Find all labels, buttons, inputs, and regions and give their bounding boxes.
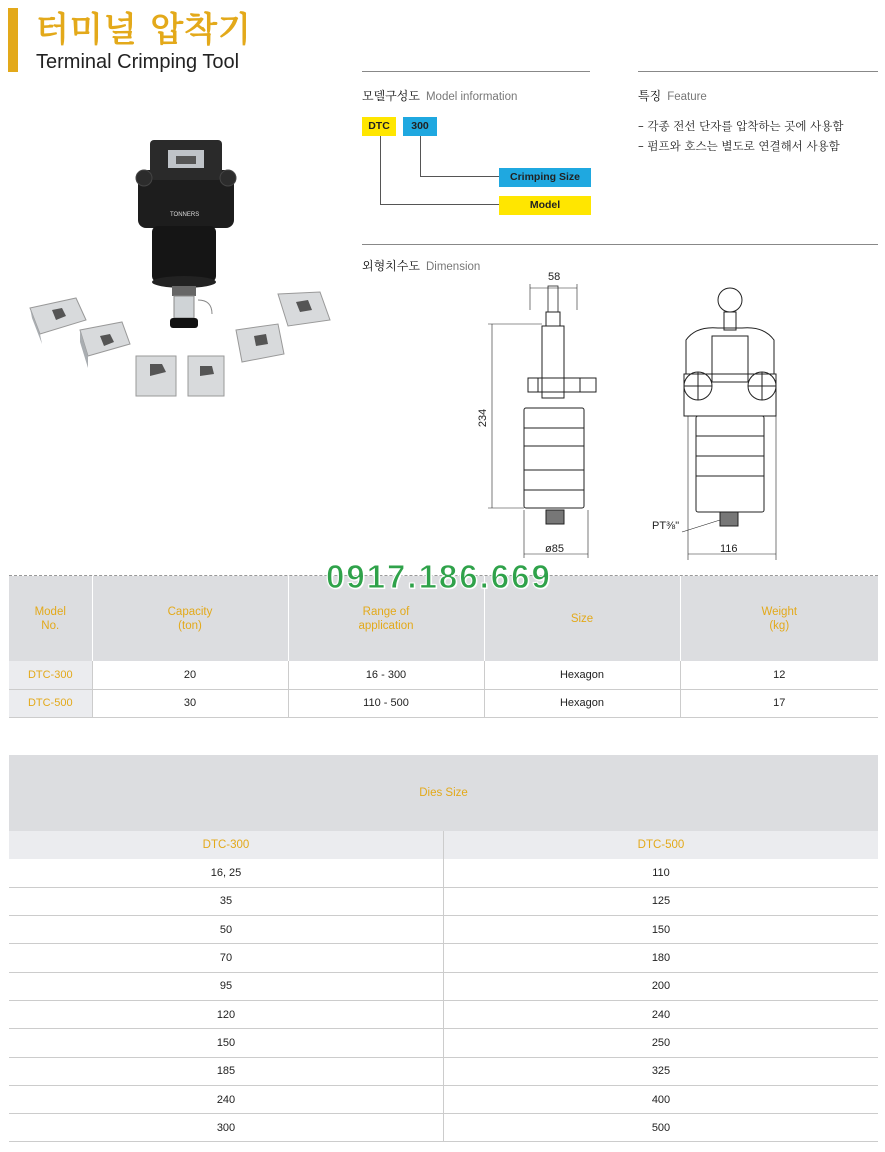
dies-cell: 500 bbox=[444, 1114, 879, 1142]
spec-cell-model: DTC-500 bbox=[9, 689, 92, 717]
die-block-4 bbox=[188, 356, 224, 396]
dies-cell: 150 bbox=[444, 916, 879, 944]
dies-header-dtc300: DTC-300 bbox=[9, 831, 444, 859]
model-code-chip: DTC bbox=[362, 117, 396, 136]
die-block-3 bbox=[136, 356, 176, 396]
table-row bbox=[9, 944, 878, 972]
spec-cell-range: 16 - 300 bbox=[288, 661, 484, 689]
dies-cell: 240 bbox=[444, 1000, 879, 1028]
table-row bbox=[9, 661, 878, 689]
dimension-drawing bbox=[470, 270, 800, 570]
dies-cell: 125 bbox=[444, 887, 879, 915]
model-info-heading-en: Model information bbox=[425, 91, 518, 103]
dies-cell: 400 bbox=[444, 1085, 879, 1113]
spec-cell-capacity: 20 bbox=[92, 661, 288, 689]
dies-cell: 120 bbox=[9, 1000, 444, 1028]
feature-list bbox=[638, 116, 843, 156]
dimension-heading-en: Dimension bbox=[425, 261, 481, 273]
feature-item: – 펌프와 호스는 별도로 연결해서 사용함 bbox=[638, 139, 840, 153]
feature-heading bbox=[638, 87, 707, 104]
table-row bbox=[9, 859, 878, 887]
dim-side-width: 116 bbox=[720, 543, 738, 555]
dies-size-table bbox=[9, 755, 878, 1142]
model-connector-line bbox=[380, 136, 499, 205]
dim-height: 234 bbox=[477, 408, 490, 428]
table-row bbox=[9, 1029, 878, 1057]
dies-cell: 70 bbox=[9, 944, 444, 972]
dies-header-row bbox=[9, 831, 878, 859]
side-view bbox=[682, 288, 776, 560]
tool-body bbox=[152, 226, 216, 282]
front-view bbox=[488, 284, 596, 558]
dies-cell: 300 bbox=[9, 1114, 444, 1142]
table-row bbox=[9, 689, 878, 717]
table-row bbox=[9, 1114, 878, 1142]
phone-watermark: 0917.186.669 bbox=[326, 558, 552, 595]
table-row bbox=[9, 887, 878, 915]
model-label: Model bbox=[499, 196, 591, 215]
feature-item: – 각종 전선 단자를 압착하는 곳에 사용함 bbox=[638, 119, 844, 133]
spec-header bbox=[9, 576, 92, 661]
spec-cell-size: Hexagon bbox=[484, 661, 680, 689]
product-photo bbox=[20, 130, 350, 410]
crimping-size-label: Crimping Size bbox=[499, 168, 591, 187]
dies-cell: 200 bbox=[444, 972, 879, 1000]
tool-head bbox=[136, 140, 236, 228]
dies-caption: Dies Size bbox=[9, 755, 878, 831]
dim-port-label: PT⅜" bbox=[652, 520, 680, 532]
dies-cell: 16, 25 bbox=[9, 859, 444, 887]
spec-header bbox=[92, 576, 288, 661]
spec-header bbox=[680, 576, 878, 661]
table-row bbox=[9, 1085, 878, 1113]
table-row bbox=[9, 1000, 878, 1028]
dies-cell: 110 bbox=[444, 859, 879, 887]
spec-table bbox=[9, 576, 878, 718]
spec-cell-model: DTC-300 bbox=[9, 661, 92, 689]
spec-header-capacity: Capacity (ton) bbox=[167, 605, 213, 632]
model-info-heading-ko: 모델구성도 bbox=[362, 89, 420, 103]
feature-heading-ko: 특징 bbox=[638, 89, 662, 103]
model-info-rule bbox=[362, 71, 590, 72]
spec-header-model: Model No. bbox=[34, 605, 66, 632]
spec-header-size: Size bbox=[570, 612, 594, 625]
spec-cell-size: Hexagon bbox=[484, 689, 680, 717]
feature-heading-en: Feature bbox=[667, 91, 707, 103]
dies-cell: 35 bbox=[9, 887, 444, 915]
dies-cell: 325 bbox=[444, 1057, 879, 1085]
title-accent-bar bbox=[8, 8, 18, 72]
dies-caption-row bbox=[9, 755, 878, 831]
spec-header-range: Range of application bbox=[358, 605, 414, 632]
table-row bbox=[9, 972, 878, 1000]
dim-base-diameter: ø85 bbox=[545, 543, 564, 555]
feature-rule bbox=[638, 71, 878, 72]
dimension-heading-ko: 외형치수도 bbox=[362, 259, 420, 273]
page-title-english: Terminal Crimping Tool bbox=[36, 51, 240, 73]
size-code-chip: 300 bbox=[403, 117, 437, 136]
dies-cell: 50 bbox=[9, 916, 444, 944]
dimension-rule bbox=[362, 244, 878, 245]
die-block-2 bbox=[80, 322, 130, 368]
dies-cell: 150 bbox=[9, 1029, 444, 1057]
spec-cell-range: 110 - 500 bbox=[288, 689, 484, 717]
dies-cell: 250 bbox=[444, 1029, 879, 1057]
spec-header-weight: Weight (kg) bbox=[761, 605, 798, 632]
brand-label: TONNERS bbox=[170, 212, 200, 218]
dies-cell: 240 bbox=[9, 1085, 444, 1113]
dies-cell: 95 bbox=[9, 972, 444, 1000]
table-row bbox=[9, 1057, 878, 1085]
model-info-heading bbox=[362, 87, 517, 104]
die-block-6 bbox=[278, 292, 330, 326]
dies-cell: 180 bbox=[444, 944, 879, 972]
page-title-korean: 터미널 압착기 bbox=[36, 10, 252, 50]
dimension-heading bbox=[362, 257, 480, 274]
table-row bbox=[9, 916, 878, 944]
die-block-5 bbox=[236, 324, 284, 362]
spec-cell-weight: 12 bbox=[680, 661, 878, 689]
dim-top-width: 58 bbox=[548, 271, 561, 283]
dies-header-dtc500: DTC-500 bbox=[444, 831, 879, 859]
dies-cell: 185 bbox=[9, 1057, 444, 1085]
spec-cell-weight: 17 bbox=[680, 689, 878, 717]
die-block-1 bbox=[30, 298, 86, 344]
spec-cell-capacity: 30 bbox=[92, 689, 288, 717]
